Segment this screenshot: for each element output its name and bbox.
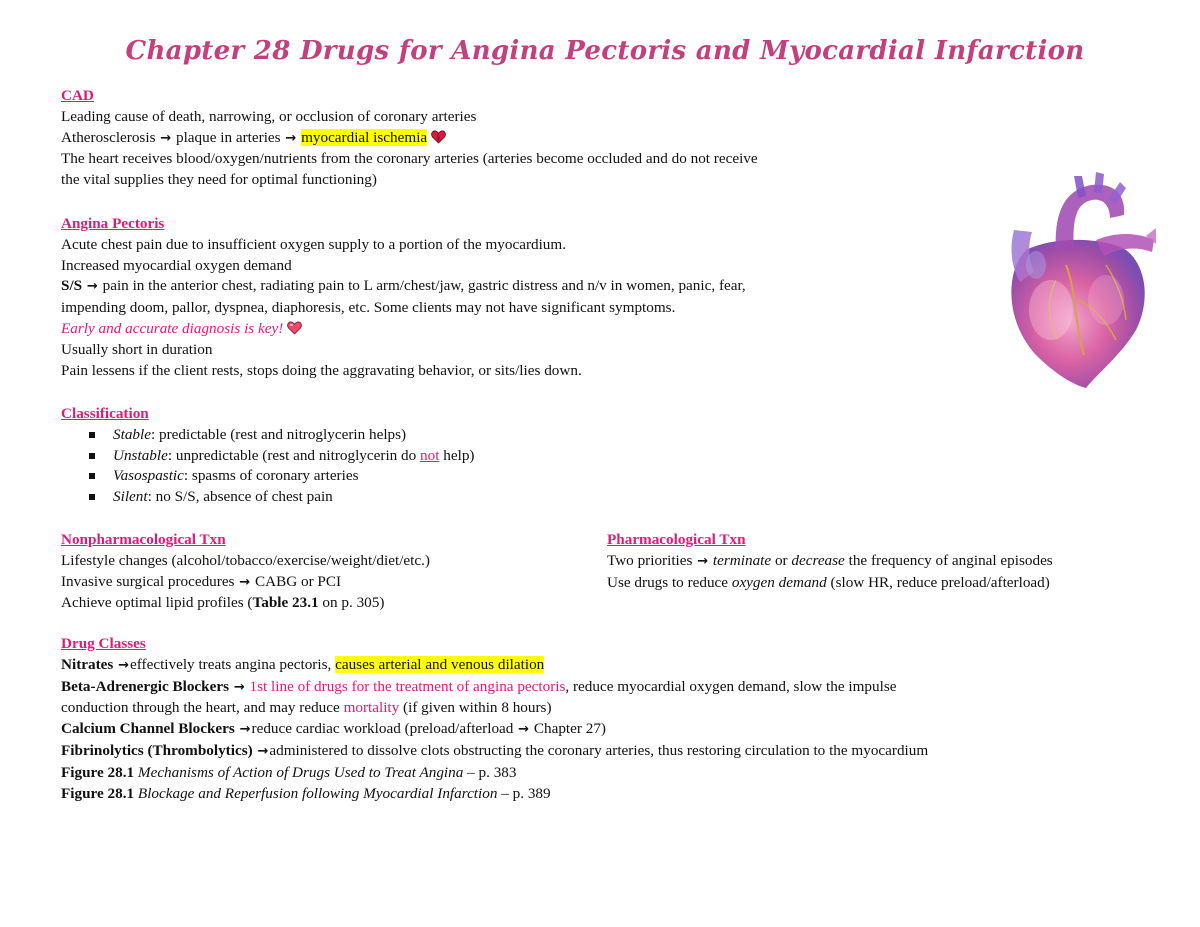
figure-page: – p. 383 (463, 763, 517, 781)
fib-label: Fibrinolytics (Thrombolytics) (61, 741, 253, 759)
ccb-label: Calcium Channel Blockers (61, 720, 235, 738)
angina-line-6: Pain lessens if the client rests, stops doing the aggravating behavior, or sits/lies down. (61, 361, 582, 379)
fib-text: administered to dissolve clots obstructing the coronary arteries, thus restoring circulation to the myocardium (269, 741, 929, 759)
figure-ref-1 (61, 763, 928, 784)
pharm-decrease: decrease (791, 551, 845, 569)
heart-icon (287, 321, 302, 335)
class-desc: : spasms of coronary arteries (183, 467, 359, 485)
class-term: Stable (113, 425, 151, 443)
list-item (89, 466, 474, 487)
cad-line-3: The heart receives blood/oxygen/nutrients from the coronary arteries (arteries become occluded and do not receive (61, 150, 758, 168)
cad-ischemia-highlight: myocardial ischemia (301, 128, 428, 146)
list-item (89, 446, 474, 467)
arrow-icon: → (239, 574, 251, 590)
angina-line-2: Increased myocardial oxygen demand (61, 256, 292, 274)
nonpharm-line-1: Lifestyle changes (alcohol/tobacco/exercise/weight/diet/etc.) (61, 551, 430, 569)
cad-section (61, 86, 758, 191)
pharm-frequency: the frequency of anginal episodes (844, 551, 1053, 569)
ccb-chapter: Chapter 27) (533, 720, 606, 738)
cad-line-1: Leading cause of death, narrowing, or occlusion of coronary arteries (61, 107, 477, 125)
figure-page: – p. 389 (497, 784, 551, 802)
classification-section (61, 404, 474, 508)
angina-line-1: Acute chest pain due to insufficient oxygen supply to a portion of the myocardium. (61, 235, 567, 253)
cad-atherosclerosis: Atherosclerosis (61, 128, 156, 146)
nonpharm-heading: Nonpharmacological Txn (61, 531, 226, 548)
class-term: Unstable (113, 446, 168, 464)
nitrates-label: Nitrates (61, 655, 114, 673)
beta-conduction: conduction through the heart, and may reduce (61, 699, 344, 717)
nitrates-line (61, 655, 928, 677)
cad-line-2 (61, 128, 758, 150)
nonpharm-surgical: Invasive surgical procedures (61, 572, 235, 590)
pharm-terminate: terminate (712, 551, 772, 569)
nitrates-highlight: causes arterial and venous dilation (335, 655, 545, 673)
cad-plaque: plaque in arteries (175, 128, 281, 146)
pharm-line-2 (607, 573, 1053, 594)
beta-label: Beta-Adrenergic Blockers (61, 677, 230, 695)
angina-emphasis: Early and accurate diagnosis is key! (61, 319, 284, 337)
angina-emphasis-line (61, 319, 746, 340)
ccb-line (61, 719, 928, 741)
class-desc: help) (439, 446, 475, 464)
pharm-or: or (771, 551, 792, 569)
class-desc: : no S/S, absence of chest pain (147, 488, 333, 506)
class-term: Silent (113, 488, 148, 506)
figure-label: Figure 28.1 (61, 763, 135, 781)
arrow-icon: → (118, 657, 129, 673)
fib-line (61, 741, 928, 763)
class-desc: : predictable (rest and nitroglycerin helps) (150, 425, 407, 443)
nonpharm-lipid: Achieve optimal lipid profiles ( (61, 594, 253, 612)
pharm-section (607, 530, 1053, 593)
pharm-use: Use drugs to reduce (607, 573, 732, 591)
beta-line-2 (61, 698, 928, 719)
broken-heart-icon (431, 130, 446, 144)
pharm-slow: (slow HR, reduce preload/afterload) (826, 573, 1050, 591)
beta-text: , reduce myocardial oxygen demand, slow the impulse (565, 677, 897, 695)
cad-heading: CAD (61, 87, 94, 104)
nonpharm-page: on p. 305) (318, 594, 385, 612)
drug-classes-section (61, 634, 928, 804)
arrow-icon: → (697, 553, 709, 569)
pharm-line-1 (607, 551, 1053, 573)
arrow-icon: → (257, 743, 269, 759)
arrow-icon: → (285, 130, 297, 146)
list-item (89, 425, 474, 446)
figure-title: Mechanisms of Action of Drugs Used to Treat Angina (137, 763, 464, 781)
pharm-priorities: Two priorities (607, 551, 693, 569)
arrow-icon: → (518, 722, 530, 738)
cad-line-4: the vital supplies they need for optimal functioning) (61, 171, 377, 189)
beta-mortality: mortality (343, 699, 400, 717)
anatomical-heart-illustration (996, 170, 1156, 390)
arrow-icon: → (160, 130, 172, 146)
angina-ss-line-2: impending doom, pallor, dyspnea, diaphoresis, etc. Some clients may not have significant symptoms. (61, 299, 676, 317)
list-item (89, 487, 474, 508)
page-title: Chapter 28 Drugs for Angina Pectoris and Myocardial Infarction (125, 36, 1085, 66)
ccb-text: reduce cardiac workload (preload/afterload (251, 720, 514, 738)
arrow-icon: → (86, 279, 98, 295)
table-ref: Table 23.1 (252, 594, 319, 612)
class-term: Vasospastic (113, 467, 184, 485)
ss-label: S/S (61, 277, 83, 295)
nonpharm-section (61, 530, 430, 614)
classification-list (61, 425, 474, 508)
classification-heading: Classification (61, 405, 149, 422)
angina-section (61, 214, 746, 381)
figure-ref-2 (61, 784, 928, 805)
nonpharm-line-3 (61, 593, 430, 614)
angina-ss-line (61, 276, 746, 298)
beta-hours: (if given within 8 hours) (399, 699, 552, 717)
class-desc: : unpredictable (rest and nitroglycerin do (167, 446, 421, 464)
nitrates-text: effectively treats angina pectoris, (130, 655, 336, 673)
pharm-heading: Pharmacological Txn (607, 531, 746, 548)
figure-label: Figure 28.1 (61, 784, 135, 802)
nonpharm-cabg: CABG or PCI (254, 572, 342, 590)
angina-line-5: Usually short in duration (61, 340, 213, 358)
nonpharm-line-2 (61, 572, 430, 594)
ss-text: pain in the anterior chest, radiating pain to L arm/chest/jaw, gastric distress and n/v in women, panic, fear, (102, 277, 746, 295)
figure-title: Blockage and Reperfusion following Myocardial Infarction (137, 784, 498, 802)
angina-heading: Angina Pectoris (61, 215, 165, 232)
arrow-icon: → (239, 722, 251, 738)
drug-classes-heading: Drug Classes (61, 635, 146, 652)
pharm-oxygen: oxygen demand (731, 573, 827, 591)
class-not: not (420, 446, 440, 464)
arrow-icon: → (233, 679, 245, 695)
beta-line (61, 677, 928, 699)
beta-first-line: 1st line of drugs for the treatment of angina pectoris (249, 677, 566, 695)
